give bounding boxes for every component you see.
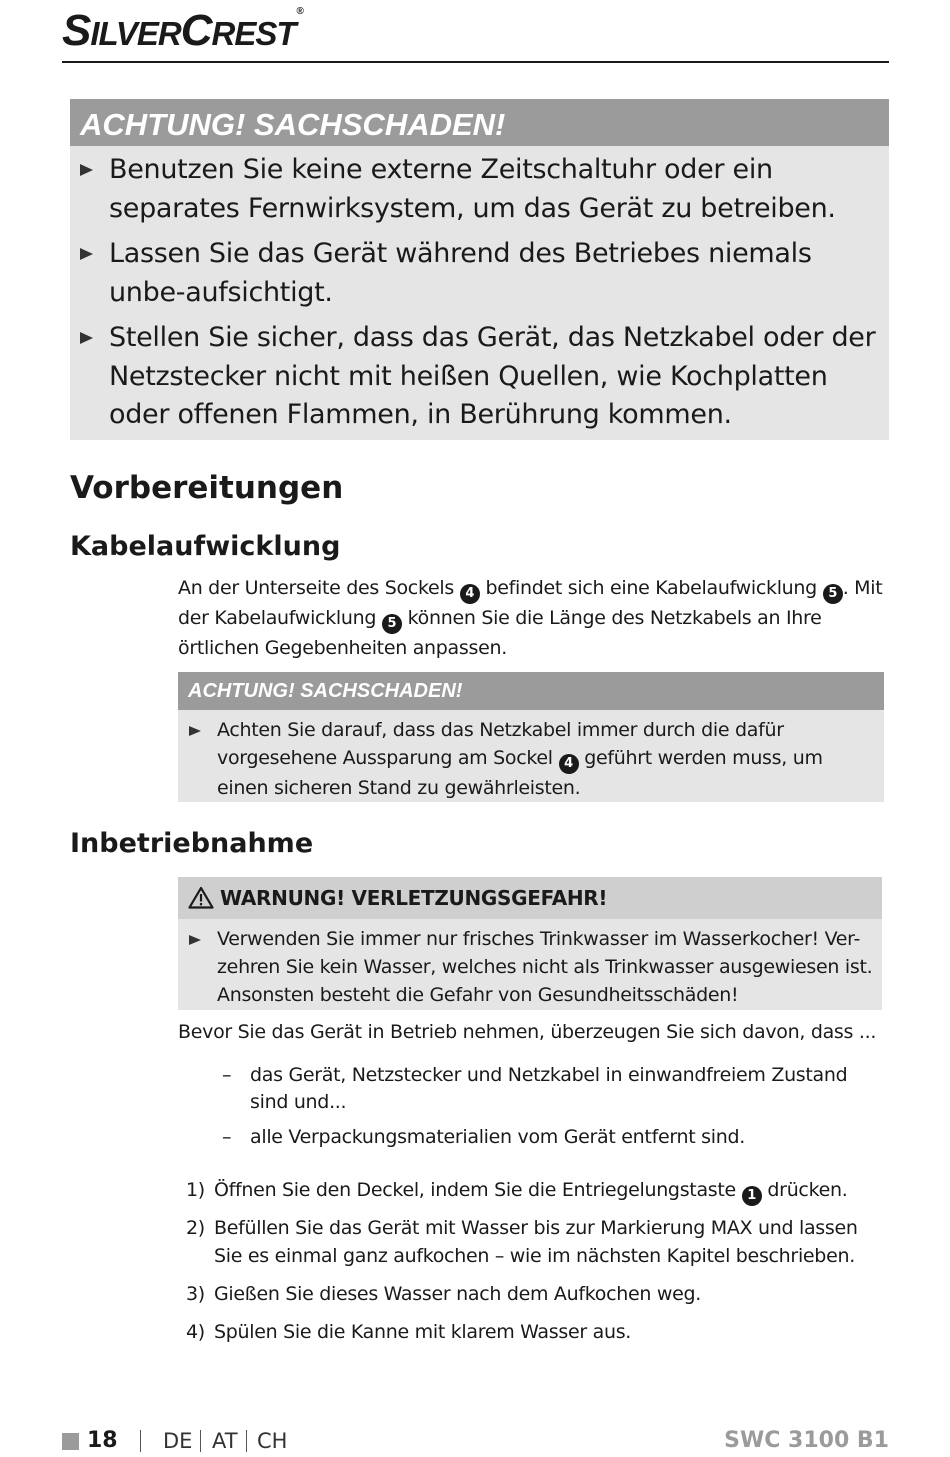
inbetrieb-warning-title: WARNUNG! VERLETZUNGSGEFAHR!	[178, 877, 882, 919]
ref-number-icon: 5	[823, 584, 843, 604]
header-rule	[62, 61, 889, 63]
top-warning-box	[70, 99, 889, 440]
dash-list-item: – das Gerät, Netzstecker und Netzkabel in einwandfreiem Zustand sind und...	[222, 1064, 848, 1113]
bullet-arrow-icon	[189, 726, 201, 736]
dash-list-item: – alle Verpackungsmaterialien vom Gerät entfernt sind.	[222, 1124, 862, 1151]
top-warning-title: ACHTUNG! SACHSCHADEN!	[70, 99, 889, 146]
kabel-paragraph: An der Unterseite des Sockels 4 befindet sich eine Kabelaufwicklung 5 . Mit der Kabelaufwicklung 5 können Sie die Länge des Netzkabels an Ihre örtlichen Gegebenheiten anpassen.	[178, 577, 883, 659]
ref-number-icon: 4	[460, 584, 480, 604]
page-number: 18	[87, 1428, 118, 1453]
step-number: 2)	[186, 1217, 205, 1239]
inbetrieb-warning-box	[178, 877, 882, 1010]
ref-number-icon: 4	[559, 754, 579, 774]
dash-bullet: –	[222, 1126, 232, 1148]
bullet-arrow-icon	[189, 935, 201, 945]
top-warning-item: Lassen Sie das Gerät während des Betriebes niemals unbe-aufsichtigt.	[80, 235, 880, 312]
ref-number-icon: 5	[382, 614, 402, 634]
kabel-warning-title: ACHTUNG! SACHSCHADEN!	[178, 672, 884, 710]
footer-country: CH	[257, 1429, 288, 1453]
brand-logo: SILVERCREST®	[62, 6, 303, 55]
footer-square-icon	[62, 1433, 79, 1450]
inbetrieb-warning-item: Verwenden Sie immer nur frisches Trinkwasser im Wasserkocher! Ver-zehren Sie kein Wasser, welches nicht als Trinkwasser ausgewiesen ist. Ansonsten besteht die Gefahr von Gesundheitsschäden!	[178, 919, 882, 1015]
footer-country: DE	[163, 1429, 193, 1453]
step-number: 3)	[186, 1283, 205, 1305]
section-title: Vorbereitungen	[70, 470, 344, 506]
warning-triangle-icon	[188, 886, 214, 909]
bullet-arrow-icon	[80, 164, 93, 176]
step-number: 4)	[186, 1321, 205, 1343]
model-number: SWC 3100 B1	[724, 1428, 889, 1453]
footer-separator	[200, 1430, 201, 1452]
kabel-warning-item: Achten Sie darauf, dass das Netzkabel immer durch die dafür vorgesehene Aussparung am Sockel 4 geführt werden muss, um einen sicheren Stand zu gewährleisten.	[178, 710, 884, 808]
ref-number-icon: 1	[742, 1186, 762, 1206]
footer-country: AT	[212, 1429, 238, 1453]
footer-separator	[140, 1430, 141, 1452]
page-footer	[62, 1428, 889, 1457]
step-item: 4) Spülen Sie die Kanne mit klarem Wasser aus.	[186, 1318, 886, 1346]
inbetrieb-intro: Bevor Sie das Gerät in Betrieb nehmen, überzeugen Sie sich davon, dass ...	[178, 1021, 877, 1043]
step-item: 2) Befüllen Sie das Gerät mit Wasser bis zur Markierung MAX und lassen Sie es einmal ganz aufkochen – wie im nächsten Kapitel beschrieben.	[186, 1214, 886, 1270]
step-item: 1) Öffnen Sie den Deckel, indem Sie die Entriegelungstaste 1 drücken.	[186, 1176, 886, 1206]
bullet-arrow-icon	[80, 248, 93, 260]
dash-bullet: –	[222, 1064, 232, 1086]
footer-separator	[246, 1430, 247, 1452]
step-number: 1)	[186, 1179, 205, 1201]
kabel-heading: Kabelaufwicklung	[70, 531, 341, 562]
bullet-arrow-icon	[80, 332, 93, 344]
registered-mark: ®	[296, 6, 303, 17]
step-item: 3) Gießen Sie dieses Wasser nach dem Aufkochen weg.	[186, 1280, 886, 1308]
kabel-warning-box	[178, 672, 884, 802]
top-warning-item: Stellen Sie sicher, dass das Gerät, das Netzkabel oder der Netzstecker nicht mit heißen Quellen, wie Kochplatten oder offenen Flammen, in Berührung kommen.	[80, 319, 880, 435]
top-warning-item: Benutzen Sie keine externe Zeitschaltuhr oder ein separates Fernwirksystem, um das Gerät zu betreiben.	[80, 151, 880, 228]
inbetrieb-heading: Inbetriebnahme	[70, 828, 314, 859]
